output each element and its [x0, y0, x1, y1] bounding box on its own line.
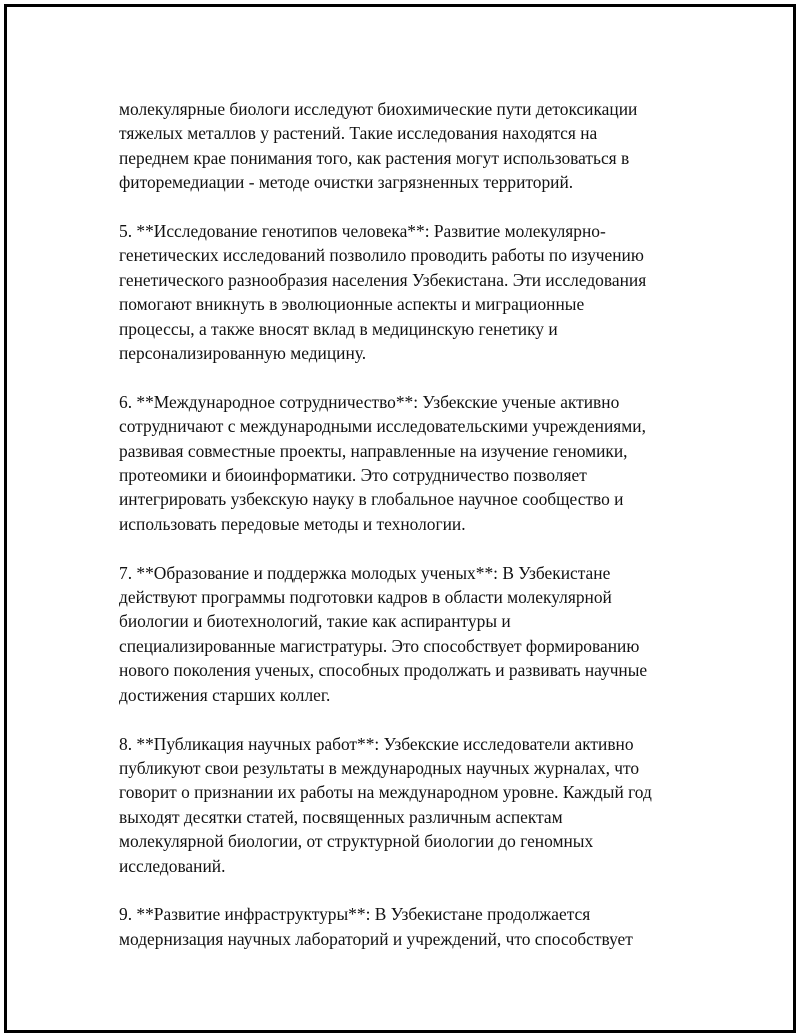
page-frame: [4, 4, 796, 1033]
paragraph-item-7: 7. **Образование и поддержка молодых ученых**: В Узбекистане действуют программы подготовки кадров в области молекулярной биологии и биотехнологий, такие как аспирантуры и специализированные магистратуры. Это способствует формированию нового поколения ученых, способных продолжать и развивать научные достижения старших коллег.: [119, 562, 648, 705]
paragraph-continuation: молекулярные биологи исследуют биохимические пути детоксикации тяжелых металлов у растений. Такие исследования находятся на переднем крае понимания того, как растения могут использоваться в фиторемедиации - методе очистки загрязненных территорий.: [119, 99, 638, 193]
paragraph-item-9: 9. **Развитие инфраструктуры**: В Узбекистане продолжается модернизация научных лабораторий и учреждений, что способствует: [119, 904, 633, 949]
paragraph-item-6: 6. **Международное сотрудничество**: Узбекские ученые активно сотрудничают с международными исследовательскими учреждениями, развивая совместные проекты, направленные на изучение геномики, протеомики и биоинформатики. Это сотрудничество позволяет интегрировать узбекскую науку в глобальное научное сообщество и использовать передовые методы и технологии.: [119, 391, 646, 534]
document-body: [119, 97, 709, 951]
paragraph-item-8: 8. **Публикация научных работ**: Узбекские исследователи активно публикуют свои результаты в международных научных журналах, что говорит о признании их работы на международном уровне. Каждый год выходят десятки статей, посвященных различным аспектам молекулярной биологии, от структурной биологии до геномных исследований.: [119, 733, 652, 876]
paragraph-item-5: 5. **Исследование генотипов человека**: Развитие молекулярно- генетических исследований позволило проводить работы по изучению генетического разнообразия населения Узбекистана. Эти исследования помогают вникнуть в эволюционные аспекты и миграционные процессы, а также вносят вклад в медицинскую генетику и персонализированную медицину.: [119, 221, 647, 364]
